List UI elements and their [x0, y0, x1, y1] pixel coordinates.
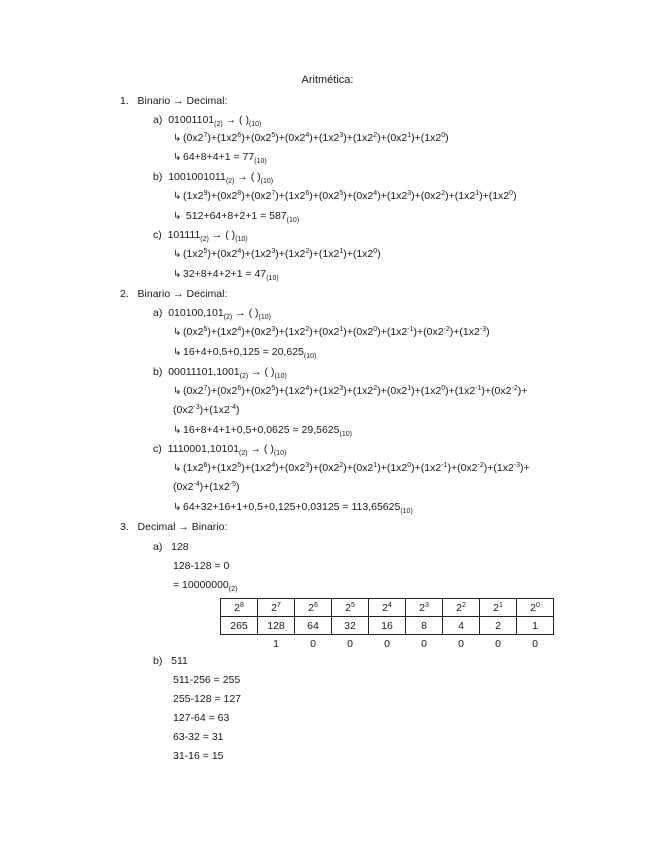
- s2-a-line: a) $010100,101_{(2)}$ → ( )$_{(10)}$: [153, 307, 271, 321]
- table-cell: $2^2$: [443, 599, 480, 617]
- table-cell: 16: [369, 617, 406, 635]
- s3-b-step: 127-64 = 63: [173, 712, 230, 724]
- turn-arrow-icon: ↳: [173, 502, 182, 513]
- table-cell: 1: [517, 617, 554, 635]
- turn-arrow-icon: ↳: [173, 133, 182, 144]
- table-row: [221, 617, 554, 635]
- table-cell: 4: [443, 617, 480, 635]
- turn-arrow-icon: ↳: [173, 269, 182, 280]
- s3-b-step: 511-256 = 255: [173, 674, 241, 686]
- powers-table: [220, 598, 554, 653]
- page-title: Aritmética:: [301, 74, 354, 86]
- turn-arrow-icon: ↳: [173, 347, 182, 358]
- table-cell: 2: [480, 617, 517, 635]
- s1-c-sum: ↳ $32+8+4+2+1 = 47_{(10)}$: [173, 268, 279, 282]
- turn-arrow-icon: ↳: [173, 249, 182, 260]
- s2-b-expansion-1: ↳ $(0x2^7)+(0x2^6)+(0x2^5)+(1x2^4)+(1x2^3)+(1x2^2)+(0x2^1)+(1x2^0)+(1x2^{-1})+(0x2^{-2})+$: [173, 385, 528, 397]
- s3-b-step: 255-128 = 127: [173, 693, 242, 705]
- table-cell: 0: [495, 638, 501, 650]
- table-cell: 32: [332, 617, 369, 635]
- s1-b-line: b) $1001001011_{(2)}$ → ( )$_{(10)}$: [153, 171, 274, 185]
- s1-b-expansion: ↳ $(1x2^9)+(0x2^8)+(0x2^7)+(1x2^6)+(0x2^5)+(0x2^4)+(1x2^3)+(0x2^2)+(1x2^1)+(1x2^0)$: [173, 190, 517, 202]
- s1-a-expansion: ↳ $(0x2^7)+(1x2^6)+(0x2^5)+(0x2^4)+(1x2^3)+(1x2^2)+(0x2^1)+(1x2^0)$: [173, 132, 449, 144]
- turn-arrow-icon: ↳: [173, 327, 182, 338]
- turn-arrow-icon: ↳: [173, 191, 182, 202]
- s3-b-step: 63-32 = 31: [173, 731, 224, 743]
- table-cell: 1: [273, 638, 279, 650]
- section-3-heading: 3. Decimal → Binario:: [120, 521, 228, 533]
- s2-a-sum: ↳ $16+4+0,5+0,125 = 20,625_{(10)}$: [173, 346, 317, 360]
- table-cell: 0: [421, 638, 427, 650]
- table-cell: $2^5$: [332, 599, 369, 617]
- table-cell: 0: [347, 638, 353, 650]
- table-cell: 0: [310, 638, 316, 650]
- table-cell: $2^3$: [406, 599, 443, 617]
- table-cell: $2^4$: [369, 599, 406, 617]
- table-cell: $2^8$: [221, 599, 258, 617]
- s2-c-line: c) $1110001,10101_{(2)}$ → ( )$_{(10)}$: [153, 443, 287, 457]
- s2-b-sum: ↳ $16+8+4+1+0,5+0,0625 = 29,5625_{(10)}$: [173, 424, 352, 438]
- s2-c-expansion-1: ↳ $(1x2^6)+(1x2^5)+(1x2^4)+(0x2^3)+(0x2^2)+(0x2^1)+(1x2^0)+(1x2^{-1})+(0x2^{-2})+(1x2^{-3})+$: [173, 462, 530, 474]
- turn-arrow-icon: ↳: [173, 386, 182, 397]
- table-cell: 64: [295, 617, 332, 635]
- turn-arrow-icon: ↳: [173, 463, 182, 474]
- s2-b-line: b) $00011101,1001_{(2)}$ → ( )$_{(10)}$: [153, 366, 287, 380]
- turn-arrow-icon: ↳: [173, 152, 182, 163]
- table-cell: 128: [258, 617, 295, 635]
- table-cell: $2^0$: [517, 599, 554, 617]
- s1-a-line: a) $01001101_{(2)}$ → ( )$_{(10)}$: [153, 114, 262, 128]
- table-cell: $2^7$: [258, 599, 295, 617]
- s3-a-line: a) 128: [153, 541, 189, 553]
- s1-a-sum: ↳ $64+8+4+1 = 77_{(10)}$: [173, 151, 267, 165]
- table-cell: 8: [406, 617, 443, 635]
- turn-arrow-icon: ↳: [173, 211, 182, 222]
- table-cell: $2^1$: [480, 599, 517, 617]
- s3-b-step: 31-16 = 15: [173, 750, 224, 762]
- table-cell: 0: [532, 638, 538, 650]
- section-1-heading: 1. Binario → Decimal:: [120, 95, 228, 107]
- s3-a-step: 128-128 = 0: [173, 560, 230, 572]
- s2-b-expansion-2: $(0x2^{-3})+(1x2^{-4})$: [173, 404, 240, 416]
- table-row: [221, 635, 554, 654]
- table-cell: 0: [384, 638, 390, 650]
- s3-a-result: = $10000000_{(2)}$: [173, 579, 238, 593]
- s2-a-expansion: ↳ $(0x2^5)+(1x2^4)+(0x2^3)+(1x2^2)+(0x2^1)+(0x2^0)+(1x2^{-1})+(0x2^{-2})+(1x2^{-3})$: [173, 326, 490, 338]
- section-2-heading: 2. Binario → Decimal:: [120, 288, 228, 300]
- s1-b-sum: ↳ $512+64+8+2+1 = 587_{(10)}$: [173, 210, 300, 224]
- table-cell: [221, 635, 258, 654]
- s3-b-line: b) 511: [153, 655, 188, 667]
- s1-c-line: c) $101111_{(2)}$ → ( )$_{(10)}$: [153, 229, 248, 243]
- s1-c-expansion: ↳ $(1x2^5)+(0x2^4)+(1x2^3)+(1x2^2)+(1x2^1)+(1x2^0)$: [173, 248, 381, 260]
- s2-c-sum: ↳ $64+32+16+1+0,5+0,125+0,03125 = 113,65625_{(10)}$: [173, 501, 413, 515]
- table-cell: 265: [221, 617, 258, 635]
- table-cell: 0: [458, 638, 464, 650]
- table-row: [221, 599, 554, 617]
- s2-c-expansion-2: $(0x2^{-4})+(1x2^{-5})$: [173, 481, 240, 493]
- turn-arrow-icon: ↳: [173, 425, 182, 436]
- table-cell: $2^6$: [295, 599, 332, 617]
